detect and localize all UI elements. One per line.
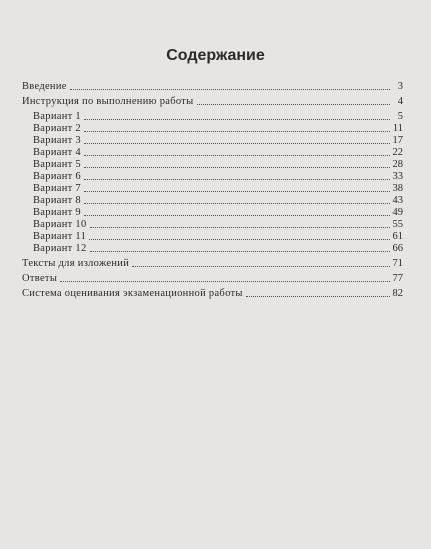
leader-dots: [84, 215, 390, 216]
leader-dots: [132, 266, 389, 267]
leader-dots: [84, 167, 390, 168]
toc-entry-label: Тексты для изложений: [22, 258, 130, 269]
leader-dots: [89, 239, 389, 240]
toc-entry-page: 22: [392, 147, 403, 158]
toc-entry-page: 17: [392, 135, 403, 146]
leader-dots: [70, 89, 390, 90]
toc-entry-label: Вариант 4: [33, 147, 81, 158]
leader-dots: [60, 281, 389, 282]
toc-entry-introduction: [22, 80, 403, 93]
toc-entry-label: Система оценивания экзаменационной работы: [22, 288, 243, 299]
toc-entry-page: 28: [392, 159, 403, 170]
toc-entry-page: 71: [392, 258, 403, 269]
leader-dots: [84, 155, 390, 156]
toc-entry-page: 55: [392, 219, 403, 230]
toc-entry-grading-system: [22, 287, 403, 300]
toc-entry-label: Введение: [22, 81, 67, 92]
toc-entry-label: Вариант 11: [33, 231, 87, 242]
toc-entry-label: Вариант 9: [33, 207, 81, 218]
toc-entry-label: Вариант 7: [33, 183, 81, 194]
toc-entry-instructions: [22, 95, 403, 108]
leader-dots: [84, 131, 390, 132]
toc-entry-label: Вариант 12: [33, 243, 87, 254]
toc-entry-page: 3: [397, 81, 403, 92]
toc-entry-label: Вариант 3: [33, 135, 81, 146]
leader-dots: [84, 179, 390, 180]
leader-dots: [246, 296, 390, 297]
leader-dots: [84, 191, 390, 192]
toc-entry-page: 43: [392, 195, 403, 206]
leader-dots: [90, 227, 390, 228]
toc-entry-label: Вариант 1: [33, 111, 81, 122]
leader-dots: [84, 119, 390, 120]
toc-entry-answers: [22, 272, 403, 285]
toc-entry-label: Вариант 8: [33, 195, 81, 206]
toc-entry-page: 49: [392, 207, 403, 218]
toc-entry-page: 61: [392, 231, 403, 242]
toc-entry-page: 38: [392, 183, 403, 194]
toc-entry-label: Вариант 6: [33, 171, 81, 182]
toc-entry-page: 82: [392, 288, 403, 299]
toc-entry-texts: [22, 257, 403, 270]
toc-entry-page: 66: [392, 243, 403, 254]
leader-dots: [84, 203, 390, 204]
toc-entry-page: 33: [392, 171, 403, 182]
leader-dots: [90, 251, 390, 252]
page-title: Содержание: [166, 47, 265, 64]
toc-entry-label: Вариант 2: [33, 123, 81, 134]
leader-dots: [84, 143, 390, 144]
toc-entry-page: 11: [392, 123, 403, 134]
toc-entry-page: 77: [392, 273, 403, 284]
toc-entry-variant-12: [33, 242, 403, 255]
toc-entry-label: Вариант 10: [33, 219, 87, 230]
toc-entry-page: 4: [397, 96, 403, 107]
toc-entry-label: Ответы: [22, 273, 58, 284]
toc-entry-label: Вариант 5: [33, 159, 81, 170]
leader-dots: [197, 104, 390, 105]
toc-entry-label: Инструкция по выполнению работы: [22, 96, 194, 107]
toc-entry-page: 5: [397, 111, 403, 122]
